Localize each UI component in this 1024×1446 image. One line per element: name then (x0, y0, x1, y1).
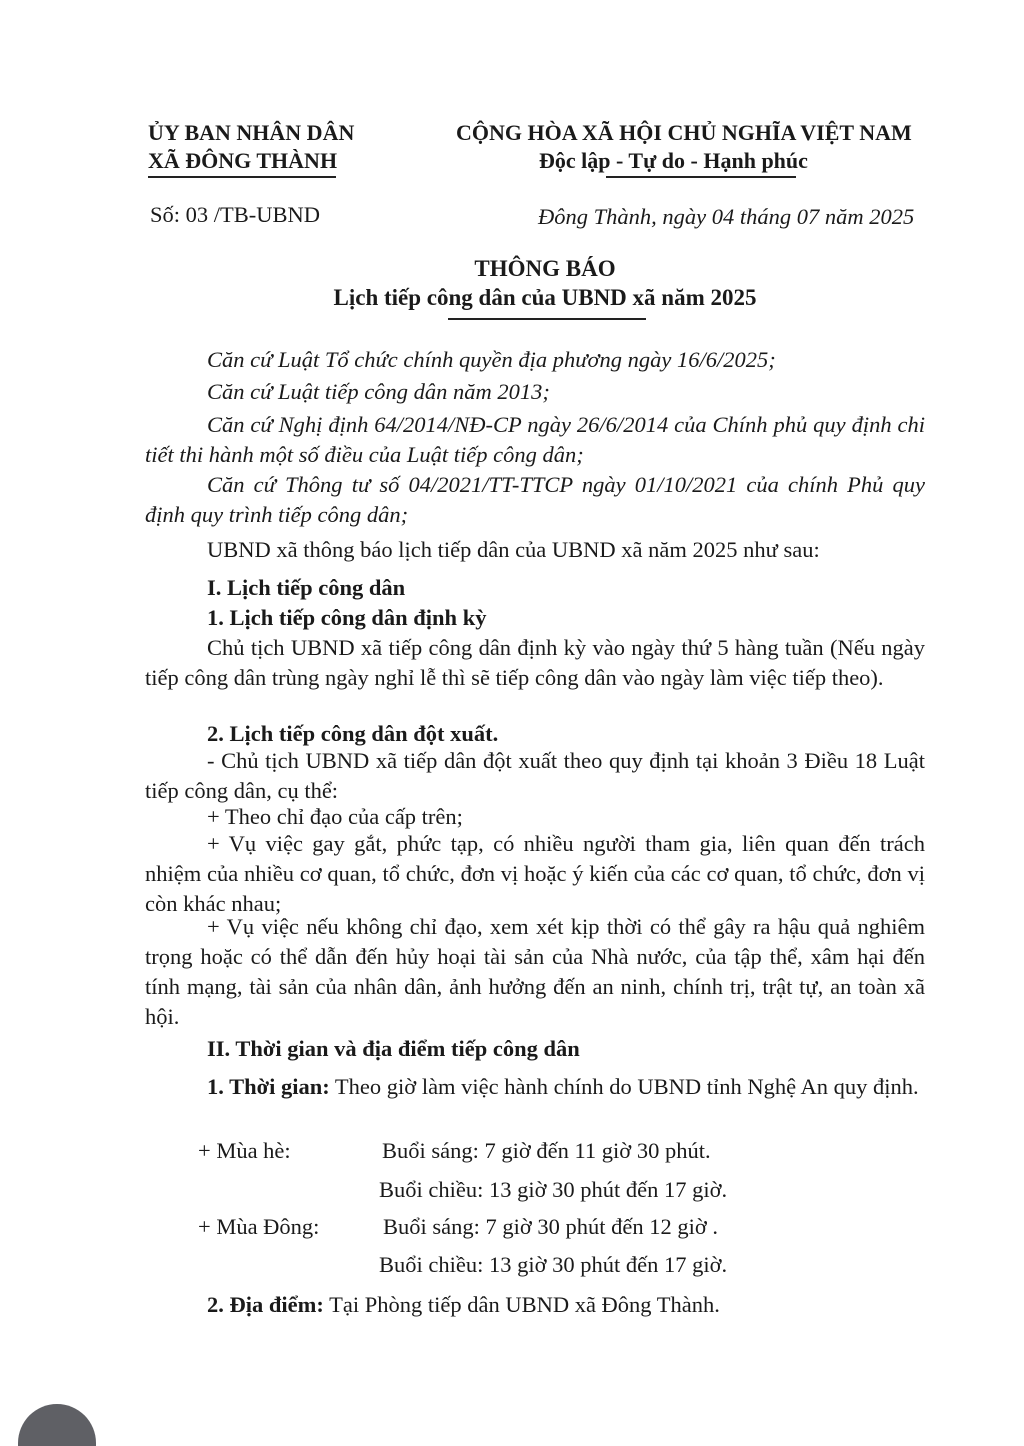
time-label: 1. Thời gian: (207, 1074, 330, 1099)
section-2-heading: II. Thời gian và địa điểm tiếp công dân (207, 1036, 580, 1061)
winter-morning: Buổi sáng: 7 giờ 30 phút đến 12 giờ . (383, 1214, 719, 1239)
commune-name: XÃ ĐÔNG THÀNH (148, 148, 338, 173)
section-1-heading: I. Lịch tiếp công dân (207, 575, 406, 600)
time-text: Theo giờ làm việc hành chính do UBND tỉnh Nghệ An quy định. (329, 1074, 919, 1099)
document-title: THÔNG BÁO (474, 256, 616, 281)
section-1-2-heading: 2. Lịch tiếp công dân đột xuất. (207, 721, 499, 746)
section-1-2-text: - Chủ tịch UBND xã tiếp dân đột xuất theo quy định tại khoản 3 Điều 18 Luật tiếp công dân, cụ thể: (145, 748, 925, 803)
legal-basis-4: Căn cứ Thông tư số 04/2021/TT-TTCP ngày 01/10/2021 của chính Phủ quy định quy trình tiếp công dân; (145, 472, 925, 527)
agency-name: ỦY BAN NHÂN DÂN (148, 120, 355, 145)
time-paragraph (145, 1072, 925, 1102)
motto: Độc lập - Tự do - Hạnh phúc (539, 148, 808, 173)
commune-underline (148, 176, 336, 178)
document-number: Số: 03 /TB-UBND (150, 202, 321, 227)
place-label: 2. Địa điểm: (207, 1292, 324, 1317)
bullet-item: + Vụ việc nếu không chỉ đạo, xem xét kịp thời có thể gây ra hậu quả nghiêm trọng hoặc có thể dẫn đến hủy hoại tài sản của Nhà nước, của tập thể, xâm hại đến tính mạng, tài sản của nhân dân, ảnh hưởng đến an ninh, chính trị, trật tự, an toàn xã hội. (145, 914, 925, 1029)
place-and-date: Đông Thành, ngày 04 tháng 07 năm 2025 (538, 204, 915, 229)
summer-morning: Buổi sáng: 7 giờ đến 11 giờ 30 phút. (382, 1138, 711, 1163)
place-text: Tại Phòng tiếp dân UBND xã Đông Thành. (323, 1292, 720, 1317)
country-name: CỘNG HÒA XÃ HỘI CHỦ NGHĨA VIỆT NAM (456, 120, 912, 145)
bullet-item: + Theo chỉ đạo của cấp trên; (207, 804, 463, 829)
summer-afternoon: Buổi chiều: 13 giờ 30 phút đến 17 giờ. (379, 1177, 728, 1202)
section-1-1-text: Chủ tịch UBND xã tiếp công dân định kỳ vào ngày thứ 5 hàng tuần (Nếu ngày tiếp công dân trùng ngày nghỉ lễ thì sẽ tiếp công dân vào ngày làm việc tiếp theo). (145, 635, 925, 690)
section-1-1-heading: 1. Lịch tiếp công dân định kỳ (207, 605, 487, 630)
winter-afternoon: Buổi chiều: 13 giờ 30 phút đến 17 giờ. (379, 1252, 728, 1277)
place-paragraph (145, 1290, 925, 1320)
legal-basis-2: Căn cứ Luật tiếp công dân năm 2013; (207, 379, 550, 404)
legal-basis-1: Căn cứ Luật Tổ chức chính quyền địa phương ngày 16/6/2025; (207, 347, 776, 372)
winter-label: + Mùa Đông: (198, 1214, 320, 1239)
summer-label: + Mùa hè: (198, 1138, 291, 1163)
title-underline (448, 318, 646, 320)
intro-text: UBND xã thông báo lịch tiếp dân của UBND xã năm 2025 như sau: (207, 537, 820, 562)
legal-basis-3: Căn cứ Nghị định 64/2014/NĐ-CP ngày 26/6/2014 của Chính phủ quy định chi tiết thi hành một số điều của Luật tiếp công dân; (145, 412, 925, 467)
motto-underline (606, 176, 796, 178)
document-subtitle: Lịch tiếp công dân của UBND xã năm 2025 (333, 285, 757, 310)
corner-overlay (18, 1404, 96, 1446)
bullet-item: + Vụ việc gay gắt, phức tạp, có nhiều người tham gia, liên quan đến trách nhiệm của nhiều cơ quan, tổ chức, đơn vị hoặc ý kiến của các cơ quan, tổ chức, đơn vị còn khác nhau; (145, 831, 925, 916)
